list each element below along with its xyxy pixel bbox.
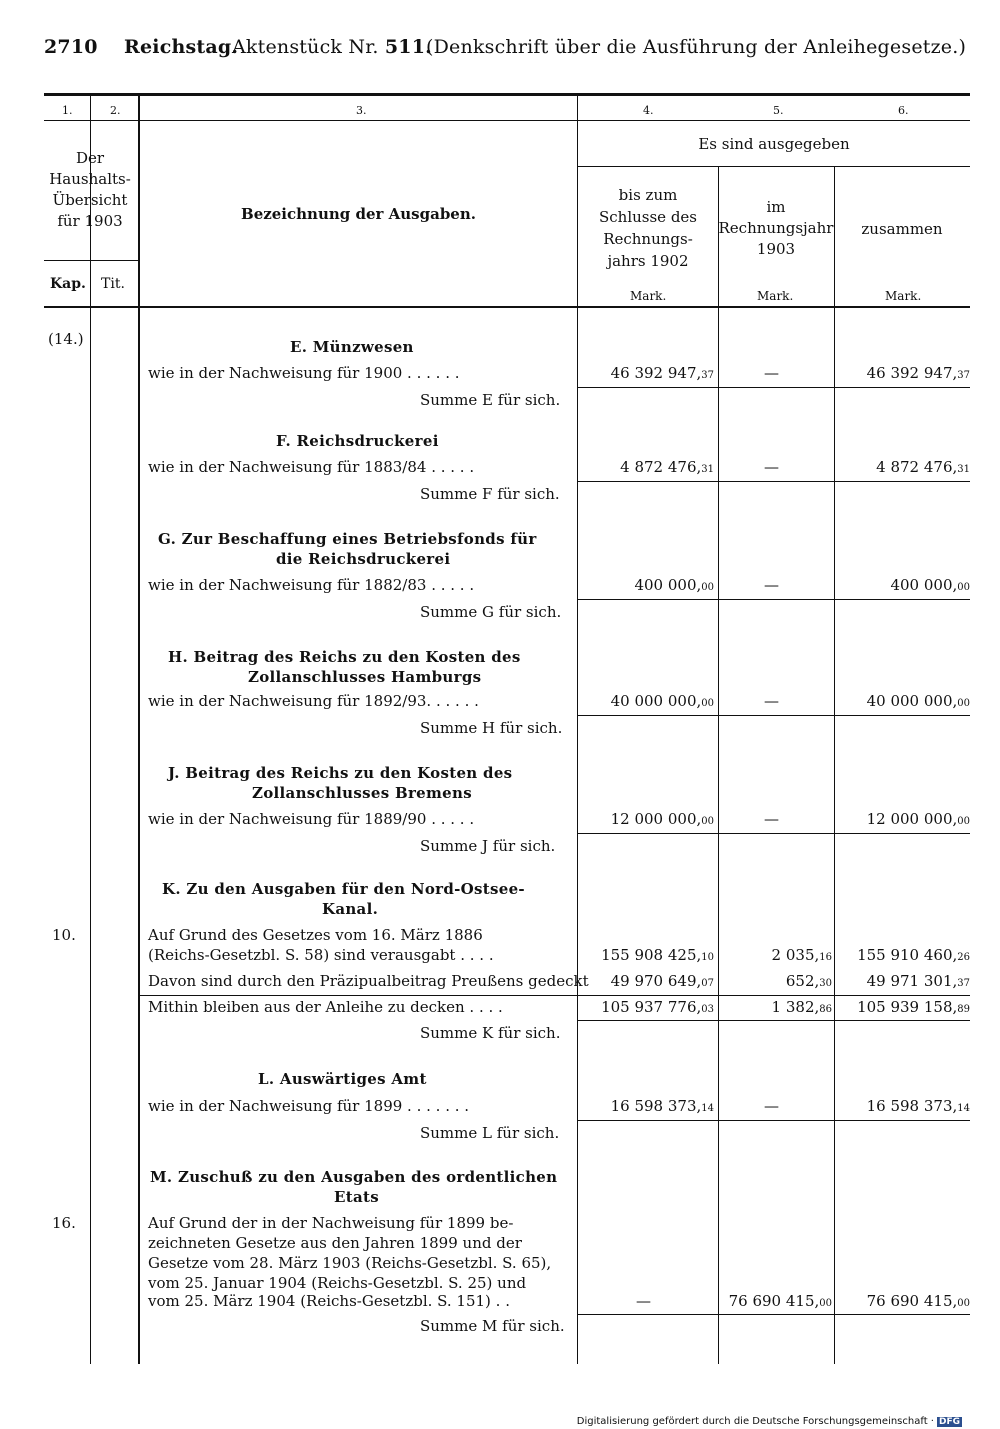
section-g-col4: 400 000,00 bbox=[634, 576, 714, 594]
kap-10: 10. bbox=[52, 926, 76, 944]
bezeichnung-heading: Bezeichnung der Ausgaben. bbox=[241, 205, 476, 223]
section-k-row1-col4: 155 908 425,10 bbox=[601, 946, 714, 964]
kap-14: (14.) bbox=[48, 330, 84, 348]
section-m-sum-rule bbox=[578, 1314, 970, 1315]
section-f-col6: 4 872 476,31 bbox=[876, 458, 970, 476]
es-sind-ausgegeben-heading: Es sind ausgegeben bbox=[698, 135, 850, 153]
section-k-row1a: Auf Grund des Gesetzes vom 16. März 1886 bbox=[148, 926, 483, 944]
section-h-title-cont: Zollanschlusses Hamburgs bbox=[248, 668, 482, 686]
section-l-row: wie in der Nachweisung für 1899 . . . . . . . bbox=[148, 1097, 470, 1115]
kap-tit-rule bbox=[44, 260, 140, 261]
section-m-col6: 76 690 415,00 bbox=[866, 1292, 970, 1310]
colnum-2: 2. bbox=[110, 104, 121, 117]
digitization-credit: Digitalisierung gefördert durch die Deutsche Forschungsgemeinschaft · DFG bbox=[576, 1416, 960, 1427]
group-rule bbox=[578, 166, 970, 167]
dfg-logo: DFG bbox=[938, 1417, 960, 1427]
page-number: 2710 bbox=[44, 36, 98, 58]
section-k-sum: Summe K für sich. bbox=[420, 1024, 561, 1042]
section-j-row: wie in der Nachweisung für 1889/90 . . . . . bbox=[148, 810, 475, 828]
section-m-line1: Auf Grund der in der Nachweisung für 1899 be- bbox=[148, 1214, 514, 1232]
section-k-row1-col6: 155 910 460,26 bbox=[857, 946, 970, 964]
section-j-sum: Summe J für sich. bbox=[420, 837, 556, 855]
section-g-col6: 400 000,00 bbox=[890, 576, 970, 594]
section-g-sum-rule bbox=[578, 599, 970, 600]
section-l-sum-rule bbox=[578, 1120, 970, 1121]
section-h-col4: 40 000 000,00 bbox=[610, 692, 714, 710]
section-f-col4: 4 872 476,31 bbox=[620, 458, 714, 476]
section-g-sum: Summe G für sich. bbox=[420, 603, 562, 621]
section-k-row1-col5: 2 035,16 bbox=[771, 946, 832, 964]
section-f-row: wie in der Nachweisung für 1883/84 . . . . . bbox=[148, 458, 475, 476]
section-m-sum: Summe M für sich. bbox=[420, 1317, 565, 1335]
section-h-title: H. Beitrag des Reichs zu den Kosten des bbox=[168, 648, 521, 666]
col-divider-4 bbox=[718, 166, 719, 1364]
section-m-title-cont: Etats bbox=[334, 1188, 379, 1206]
section-k-title: K. Zu den Ausgaben für den Nord-Ostsee- bbox=[162, 880, 525, 898]
section-m-line4: vom 25. Januar 1904 (Reichs-Gesetzbl. S. 25) und bbox=[148, 1274, 527, 1292]
section-g-title: G. Zur Beschaffung eines Betriebsfonds für bbox=[158, 530, 537, 548]
section-e-col6: 46 392 947,37 bbox=[866, 364, 970, 382]
section-g-row: wie in der Nachweisung für 1882/83 . . . . . bbox=[148, 576, 475, 594]
section-e-title: E. Münzwesen bbox=[290, 338, 414, 356]
section-k-subtotal-rule bbox=[140, 995, 970, 996]
top-rule bbox=[44, 93, 970, 96]
section-h-col6: 40 000 000,00 bbox=[866, 692, 970, 710]
col-divider-2 bbox=[138, 96, 140, 1364]
section-j-title-cont: Zollanschlusses Bremens bbox=[252, 784, 472, 802]
section-e-row: wie in der Nachweisung für 1900 . . . . . . bbox=[148, 364, 460, 382]
colnum-3: 3. bbox=[356, 104, 367, 117]
kap-16: 16. bbox=[52, 1214, 76, 1232]
section-m-line5: vom 25. März 1904 (Reichs-Gesetzbl. S. 151) . . bbox=[148, 1292, 510, 1310]
section-k-row2-col4: 49 970 649,07 bbox=[610, 972, 714, 990]
section-f-col5: — bbox=[764, 458, 779, 476]
section-k-row2-col5: 652,30 bbox=[785, 972, 832, 990]
section-f-sum: Summe F für sich. bbox=[420, 485, 560, 503]
section-e-col4: 46 392 947,37 bbox=[610, 364, 714, 382]
section-k-row1b: (Reichs-Gesetzbl. S. 58) sind verausgabt . . . . bbox=[148, 946, 494, 964]
section-l-col6: 16 598 373,14 bbox=[866, 1097, 970, 1115]
document-label: Aktenstück Nr. 511. bbox=[232, 36, 432, 58]
section-j-sum-rule bbox=[578, 833, 970, 834]
section-k-row3: Mithin bleiben aus der Anleihe zu decken . . . . bbox=[148, 998, 503, 1016]
col-divider-1 bbox=[90, 96, 91, 1364]
col5-heading: im Rechnungsjahr 1903 bbox=[718, 198, 834, 258]
colnum-1: 1. bbox=[62, 104, 73, 117]
body-name: Reichstag. bbox=[124, 36, 239, 58]
section-h-sum: Summe H für sich. bbox=[420, 719, 563, 737]
unit-col4: Mark. bbox=[630, 289, 667, 303]
document-subject: (Denkschrift über die Ausführung der Anleihegesetze.) bbox=[426, 36, 967, 58]
section-k-title-cont: Kanal. bbox=[322, 900, 379, 918]
unit-col5: Mark. bbox=[757, 289, 794, 303]
colnum-rule bbox=[44, 120, 970, 121]
section-k-row3-col4: 105 937 776,03 bbox=[601, 998, 714, 1016]
colnum-5: 5. bbox=[773, 104, 784, 117]
section-h-sum-rule bbox=[578, 715, 970, 716]
unit-col6: Mark. bbox=[885, 289, 922, 303]
section-k-row3-col5: 1 382,86 bbox=[771, 998, 832, 1016]
header-bottom-rule bbox=[44, 306, 970, 308]
col-divider-3 bbox=[577, 96, 578, 1364]
section-m-col4: — bbox=[636, 1292, 651, 1310]
col-divider-5 bbox=[834, 166, 835, 1364]
section-e-sum: Summe E für sich. bbox=[420, 391, 561, 409]
section-m-title: M. Zuschuß zu den Ausgaben des ordentlichen bbox=[150, 1168, 558, 1186]
section-g-col5: — bbox=[764, 576, 779, 594]
colnum-4: 4. bbox=[643, 104, 654, 117]
budget-overview-heading: Der Haushalts- Übersicht für 1903 bbox=[49, 149, 131, 230]
section-j-col6: 12 000 000,00 bbox=[866, 810, 970, 828]
section-j-title: J. Beitrag des Reichs zu den Kosten des bbox=[168, 764, 513, 782]
section-h-col5: — bbox=[764, 692, 779, 710]
section-l-title: L. Auswärtiges Amt bbox=[258, 1070, 427, 1088]
section-m-line2: zeichneten Gesetze aus den Jahren 1899 und der bbox=[148, 1234, 522, 1252]
section-l-col5: — bbox=[764, 1097, 779, 1115]
section-k-row3-col6: 105 939 158,89 bbox=[857, 998, 970, 1016]
section-l-sum: Summe L für sich. bbox=[420, 1124, 560, 1142]
section-f-sum-rule bbox=[578, 481, 970, 482]
section-e-sum-rule bbox=[578, 387, 970, 388]
section-m-col5: 76 690 415,00 bbox=[728, 1292, 832, 1310]
section-k-row2: Davon sind durch den Präzipualbeitrag Preußens gedeckt bbox=[148, 972, 589, 990]
section-h-row: wie in der Nachweisung für 1892/93. . . . . . bbox=[148, 692, 479, 710]
tit-heading: Tit. bbox=[101, 276, 125, 292]
colnum-6: 6. bbox=[898, 104, 909, 117]
section-k-sum-rule bbox=[578, 1020, 970, 1021]
section-l-col4: 16 598 373,14 bbox=[610, 1097, 714, 1115]
kap-heading: Kap. bbox=[50, 276, 86, 292]
section-e-col5: — bbox=[764, 364, 779, 382]
section-f-title: F. Reichsdruckerei bbox=[276, 432, 439, 450]
col6-heading: zusammen bbox=[861, 220, 943, 238]
section-m-line3: Gesetze vom 28. März 1903 (Reichs-Gesetzbl. S. 65), bbox=[148, 1254, 552, 1272]
section-k-row2-col6: 49 971 301,37 bbox=[866, 972, 970, 990]
section-j-col4: 12 000 000,00 bbox=[610, 810, 714, 828]
section-j-col5: — bbox=[764, 810, 779, 828]
section-g-title-cont: die Reichsdruckerei bbox=[276, 550, 451, 568]
col4-heading: bis zum Schlusse des Rechnungs- jahrs 1902 bbox=[598, 186, 697, 270]
